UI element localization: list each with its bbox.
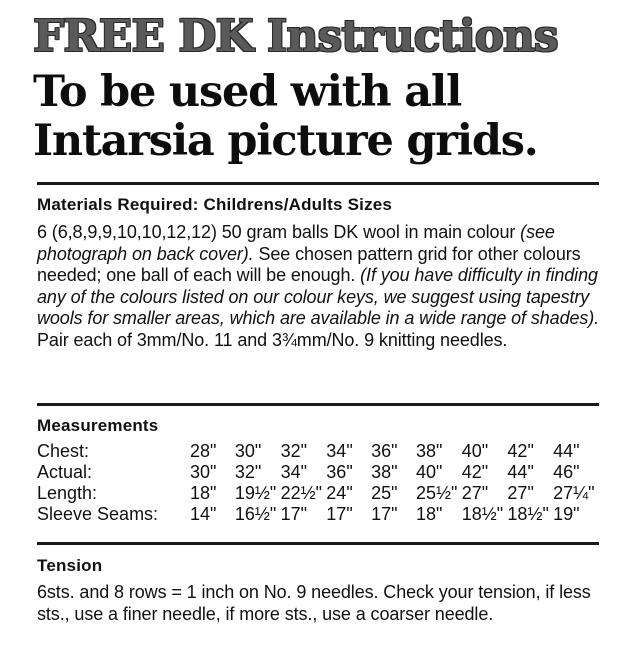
size-value: 24" <box>326 483 353 503</box>
size-value: 18½" <box>461 504 504 524</box>
size-value: 32" <box>280 441 307 461</box>
size-value: 27¼" <box>553 483 595 503</box>
size-value: 17" <box>326 504 353 524</box>
size-value: 25" <box>371 483 398 503</box>
row-label: Actual: <box>37 462 93 482</box>
table-row <box>37 462 599 483</box>
subtitle-line-1: To be used with all <box>33 67 462 117</box>
table-row <box>37 441 599 462</box>
table-row <box>37 483 599 504</box>
row-label: Sleeve Seams: <box>37 504 159 524</box>
size-value: 28" <box>190 441 217 461</box>
size-value: 18½" <box>507 504 549 524</box>
size-value: 27" <box>461 483 489 503</box>
size-value: 36" <box>326 462 353 482</box>
materials-heading: Materials Required: Childrens/Adults Sizes <box>37 195 393 214</box>
size-value: 36" <box>371 441 398 461</box>
materials-text-3: See chosen pattern grid for other colours needed; one ball of each will be enough. <box>37 243 581 286</box>
size-value: 44" <box>553 441 580 461</box>
divider-rule <box>37 542 599 545</box>
size-value: 17" <box>280 504 307 524</box>
materials-text <box>37 222 602 352</box>
size-value: 17" <box>371 504 398 524</box>
size-value: 30" <box>190 462 217 482</box>
size-value: 42" <box>507 441 534 461</box>
size-value: 19½" <box>234 483 277 503</box>
materials-text-1: 6 (6,8,9,9,10,10,12,12) 50 gram balls DK wool in main colour <box>37 222 521 242</box>
size-value: 18" <box>415 504 443 524</box>
size-value: 44" <box>507 462 534 482</box>
divider-rule <box>37 182 599 185</box>
size-value: 42" <box>461 462 489 482</box>
size-value: 16½" <box>234 504 277 524</box>
size-value: 32" <box>234 462 262 482</box>
size-value: 30" <box>234 441 262 461</box>
materials-note-tapestry: (If you have difficulty in finding any of the colours listed on our colour keys, we suggest using tapestry wools for smaller areas, which are available in a wide range of shades). <box>37 265 600 329</box>
subtitle-line-2: Intarsia picture grids. <box>33 116 538 166</box>
measurements-heading: Measurements <box>37 416 159 435</box>
title-free-dk-instructions: FREE DK Instructions <box>33 11 558 62</box>
table-row <box>37 504 599 525</box>
size-value: 40" <box>461 441 489 461</box>
size-value: 19" <box>553 504 580 524</box>
size-value: 38" <box>415 441 443 461</box>
size-value: 34" <box>326 441 353 461</box>
row-label: Length: <box>37 483 98 503</box>
materials-text-5: Pair each of 3mm/No. 11 and 3¾mm/No. 9 knitting needles. <box>37 329 508 350</box>
size-value: 38" <box>371 462 398 482</box>
tension-heading: Tension <box>37 556 103 575</box>
size-value: 25½" <box>415 483 458 503</box>
tension-text: 6sts. and 8 rows = 1 inch on No. 9 needles. Check your tension, if less sts., use a finer needle, if more sts., use a coarser needle. <box>37 582 591 624</box>
size-value: 14" <box>190 504 217 524</box>
divider-rule <box>37 403 599 406</box>
measurements-table <box>37 441 599 525</box>
row-label: Chest: <box>37 441 90 461</box>
size-value: 46" <box>553 462 580 482</box>
materials-note-photo: (see photograph on back cover). <box>37 222 555 264</box>
size-value: 18" <box>190 483 217 503</box>
size-value: 40" <box>415 462 443 482</box>
size-value: 27" <box>507 483 534 503</box>
size-value: 22½" <box>280 483 323 503</box>
size-value: 34" <box>280 462 307 482</box>
